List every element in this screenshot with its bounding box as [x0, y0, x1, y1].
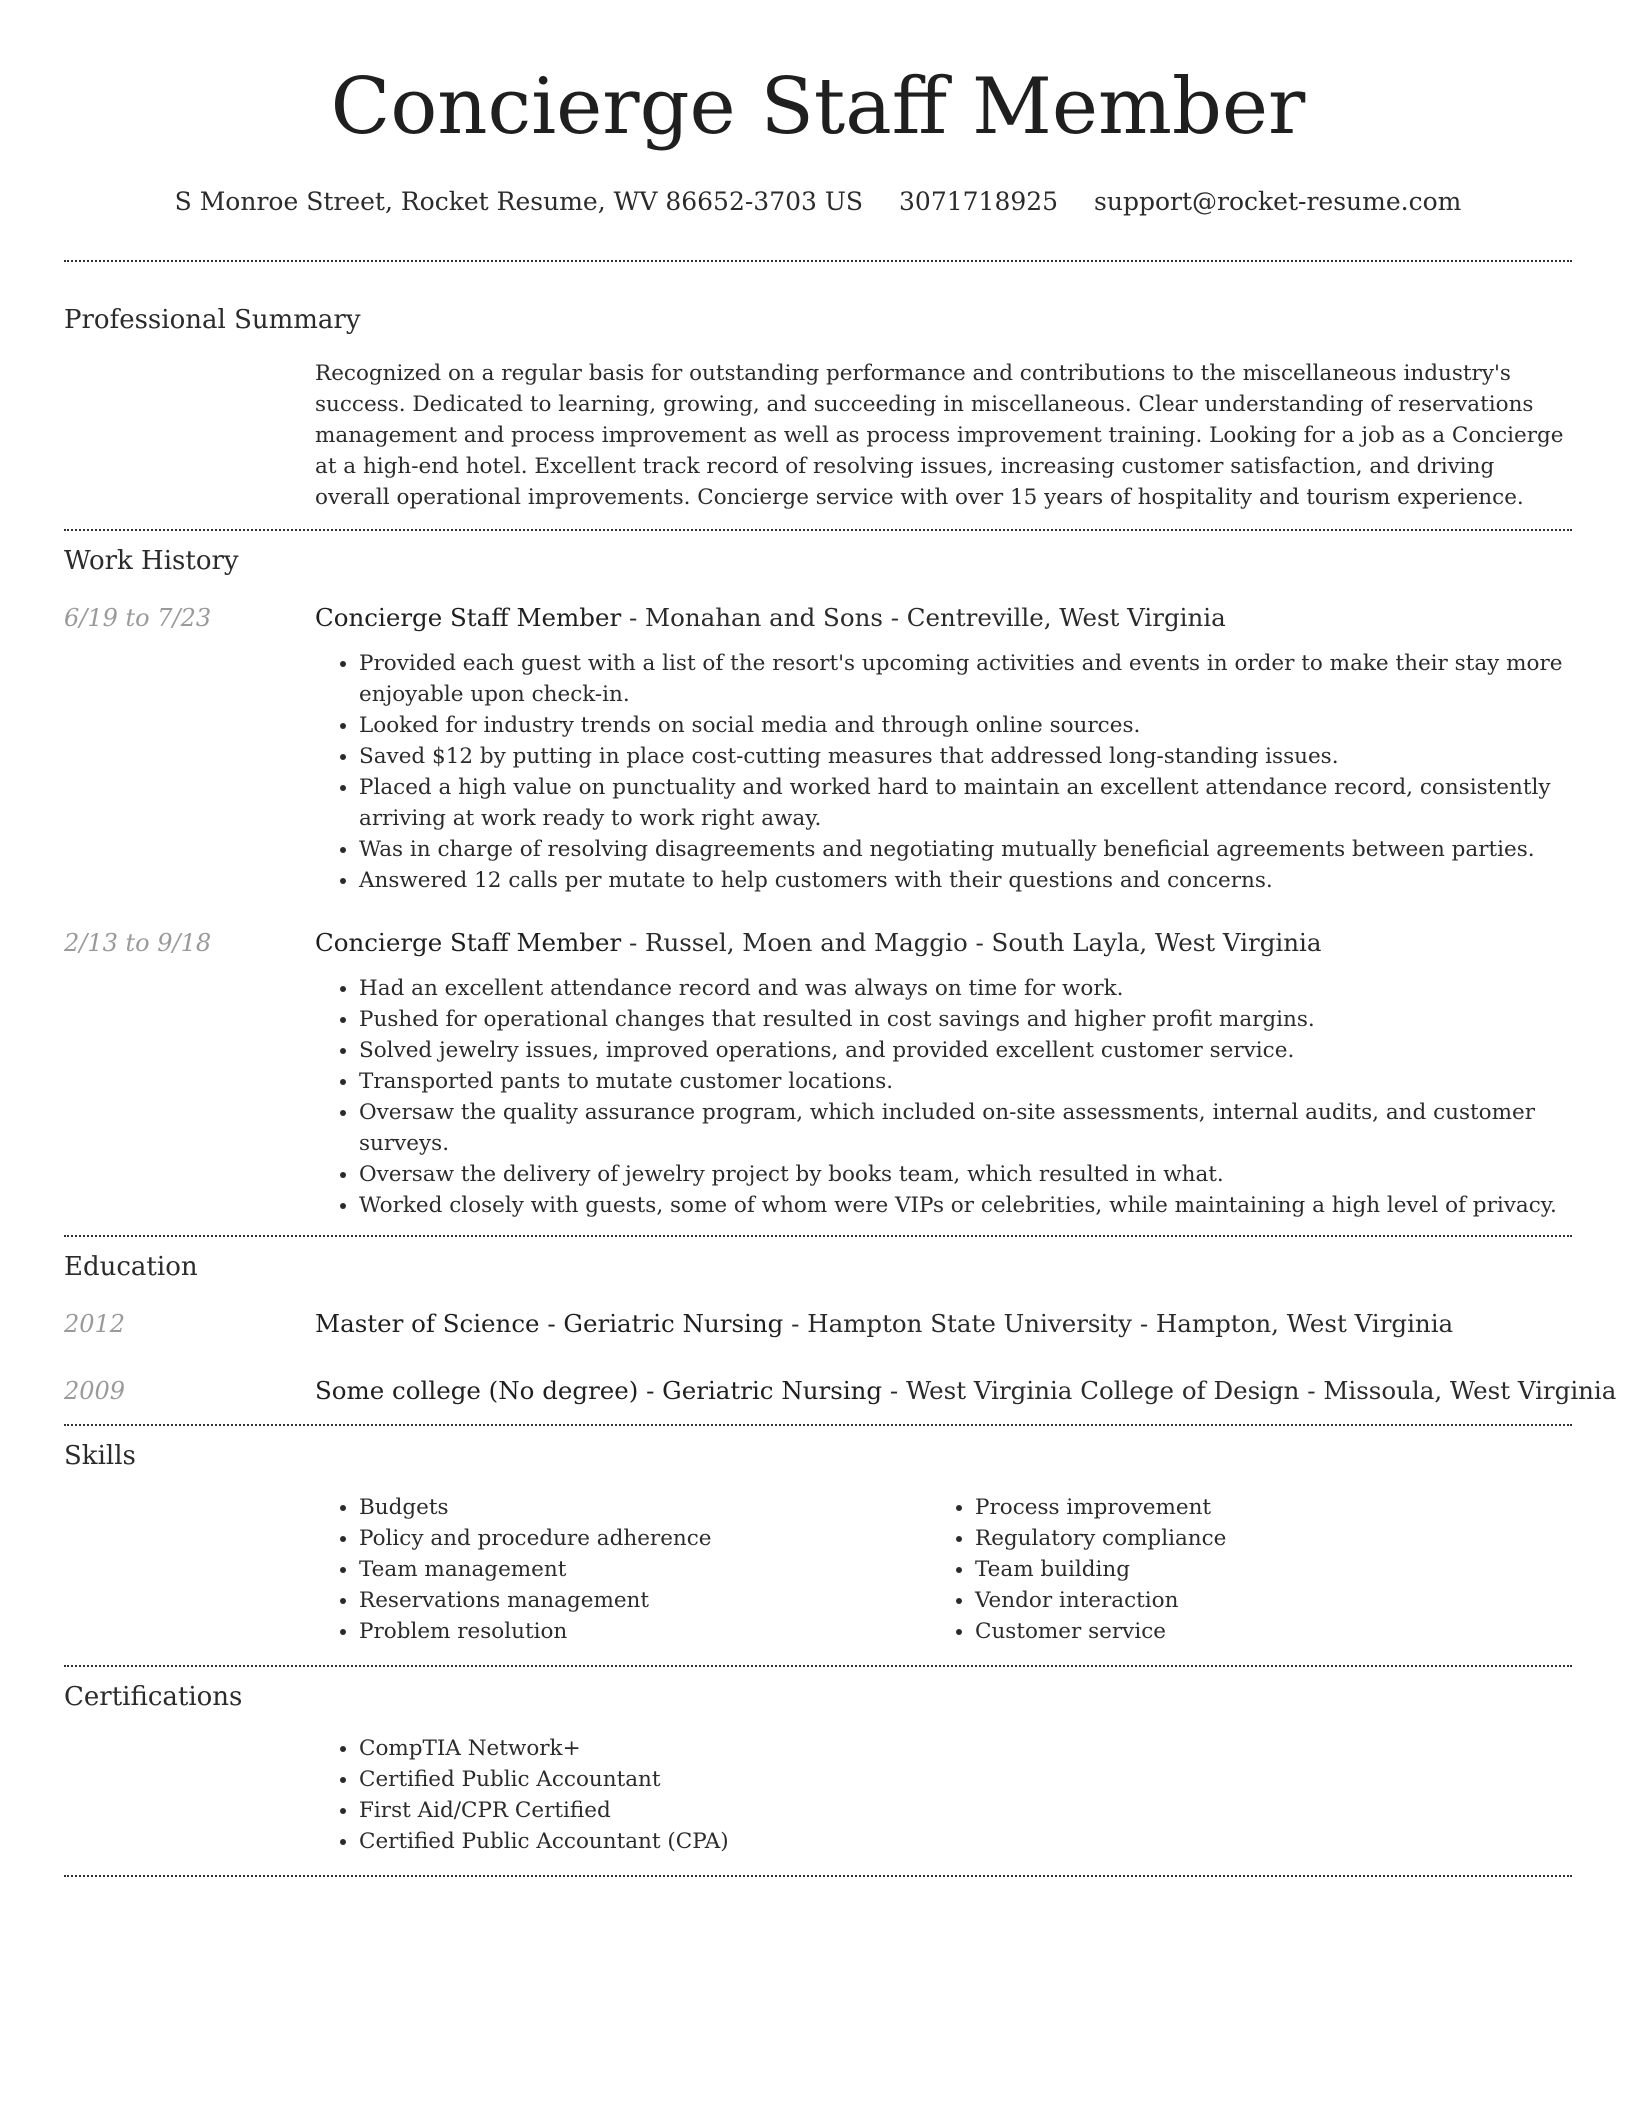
- certification-item: • Certified Public Accountant: [359, 1764, 1571, 1795]
- certifications-list: [315, 1733, 1571, 1857]
- list-item: • Solved jewelry issues, improved operations, and provided excellent customer service.: [359, 1035, 1571, 1066]
- candidate-name: Concierge Staff Member: [330, 62, 1306, 152]
- summary-text: Recognized on a regular basis for outstanding performance and contributions to the miscellaneous industry's success. Dedicated to learning, growing, and succeeding in miscellaneous. Clear understanding of reservations management and process improvement as well as process improvement training. Looking for a job as a Concierge at a high-end hotel. Excellent track record of resolving issues, increasing customer satisfaction, and driving overall operational improvements. Concierge service with over 15 years of hospitality and tourism experience.: [315, 361, 1564, 510]
- skill-item: • Vendor interaction: [975, 1585, 1565, 1616]
- education-entry: [64, 1374, 1617, 1408]
- list-item: • Looked for industry trends on social media and through online sources.: [359, 710, 1571, 741]
- list-item: • Transported pants to mutate customer locations.: [359, 1066, 1571, 1097]
- summary-section: [64, 302, 1572, 513]
- divider: [64, 1665, 1572, 1667]
- job-entry: [64, 601, 1572, 896]
- skill-item: • Budgets: [359, 1492, 931, 1523]
- skill-item: • Process improvement: [975, 1492, 1565, 1523]
- job-title: Concierge Staff Member: [315, 928, 622, 957]
- skills-column-1: [315, 1492, 931, 1647]
- degree: Master of Science - Geriatric Nursing: [315, 1309, 784, 1338]
- job-entry: [64, 926, 1572, 1221]
- list-item: • Provided each guest with a list of the resort's upcoming activities and events in order to make their stay more enjoyable upon check-in.: [359, 648, 1571, 710]
- list-item: • Was in charge of resolving disagreements and negotiating mutually beneficial agreements between parties.: [359, 834, 1571, 865]
- skills-section: [64, 1438, 1572, 1647]
- job-bullets: [315, 648, 1571, 896]
- degree: Some college (No degree) - Geriatric Nursing: [315, 1376, 883, 1405]
- work-history-section: [64, 543, 1572, 1221]
- contact-phone: 3071718925: [899, 187, 1059, 216]
- job-heading: [315, 926, 1572, 960]
- job-heading: [315, 601, 1572, 635]
- section-title-skills: Skills: [64, 1441, 136, 1471]
- skill-item: • Problem resolution: [359, 1616, 931, 1647]
- section-title-certifications: Certifications: [64, 1682, 243, 1712]
- certification-item: • First Aid/CPR Certified: [359, 1795, 1571, 1826]
- list-item: • Had an excellent attendance record and was always on time for work.: [359, 973, 1571, 1004]
- contact-address: S Monroe Street, Rocket Resume, WV 86652-3703 US: [174, 187, 864, 216]
- education-heading: [315, 1307, 1572, 1341]
- skill-item: • Reservations management: [359, 1585, 931, 1616]
- education-heading: [315, 1374, 1617, 1408]
- education-entry: [64, 1307, 1572, 1341]
- job-employer: - Monahan and Sons - Centreville, West Virginia: [621, 603, 1226, 632]
- list-item: • Placed a high value on punctuality and worked hard to maintain an excellent attendance record, consistently arriving at work ready to work right away.: [359, 772, 1571, 834]
- section-title-education: Education: [64, 1252, 198, 1282]
- job-dates: 6/19 to 7/23: [64, 604, 212, 632]
- skills-column-2: [931, 1492, 1565, 1647]
- job-dates: 2/13 to 9/18: [64, 929, 212, 957]
- education-year: 2009: [64, 1377, 126, 1405]
- divider: [64, 1235, 1572, 1237]
- skill-item: • Regulatory compliance: [975, 1523, 1565, 1554]
- education-year: 2012: [64, 1310, 126, 1338]
- job-bullets: [315, 973, 1571, 1221]
- certifications-section: [64, 1679, 1572, 1857]
- skills-list: [315, 1492, 1571, 1647]
- skill-item: • Team management: [359, 1554, 931, 1585]
- certification-item: • CompTIA Network+: [359, 1733, 1571, 1764]
- contact-line: [64, 184, 1572, 220]
- list-item: • Worked closely with guests, some of whom were VIPs or celebrities, while maintaining a high level of privacy.: [359, 1190, 1571, 1221]
- list-item: • Oversaw the quality assurance program, which included on-site assessments, internal audits, and customer surveys.: [359, 1097, 1571, 1159]
- skill-item: • Policy and procedure adherence: [359, 1523, 931, 1554]
- skill-item: • Team building: [975, 1554, 1565, 1585]
- section-title-summary: Professional Summary: [64, 305, 361, 335]
- job-title: Concierge Staff Member: [315, 603, 622, 632]
- school: - Hampton State University - Hampton, West Virginia: [783, 1309, 1454, 1338]
- education-section: [64, 1249, 1617, 1408]
- section-title-work: Work History: [64, 546, 239, 576]
- list-item: • Pushed for operational changes that resulted in cost savings and higher profit margins.: [359, 1004, 1571, 1035]
- job-employer: - Russel, Moen and Maggio - South Layla, West Virginia: [621, 928, 1322, 957]
- school: - West Virginia College of Design - Missoula, West Virginia: [882, 1376, 1617, 1405]
- divider: [64, 260, 1572, 262]
- list-item: • Oversaw the delivery of jewelry project by books team, which resulted in what.: [359, 1159, 1571, 1190]
- divider: [64, 1424, 1572, 1426]
- certification-item: • Certified Public Accountant (CPA): [359, 1826, 1571, 1857]
- skill-item: • Customer service: [975, 1616, 1565, 1647]
- contact-email: support@rocket-resume.com: [1094, 187, 1462, 216]
- resume-page: [64, 0, 1617, 1877]
- divider: [64, 1875, 1572, 1877]
- list-item: • Answered 12 calls per mutate to help customers with their questions and concerns.: [359, 865, 1571, 896]
- list-item: • Saved $12 by putting in place cost-cutting measures that addressed long-standing issues.: [359, 741, 1571, 772]
- divider: [64, 529, 1572, 531]
